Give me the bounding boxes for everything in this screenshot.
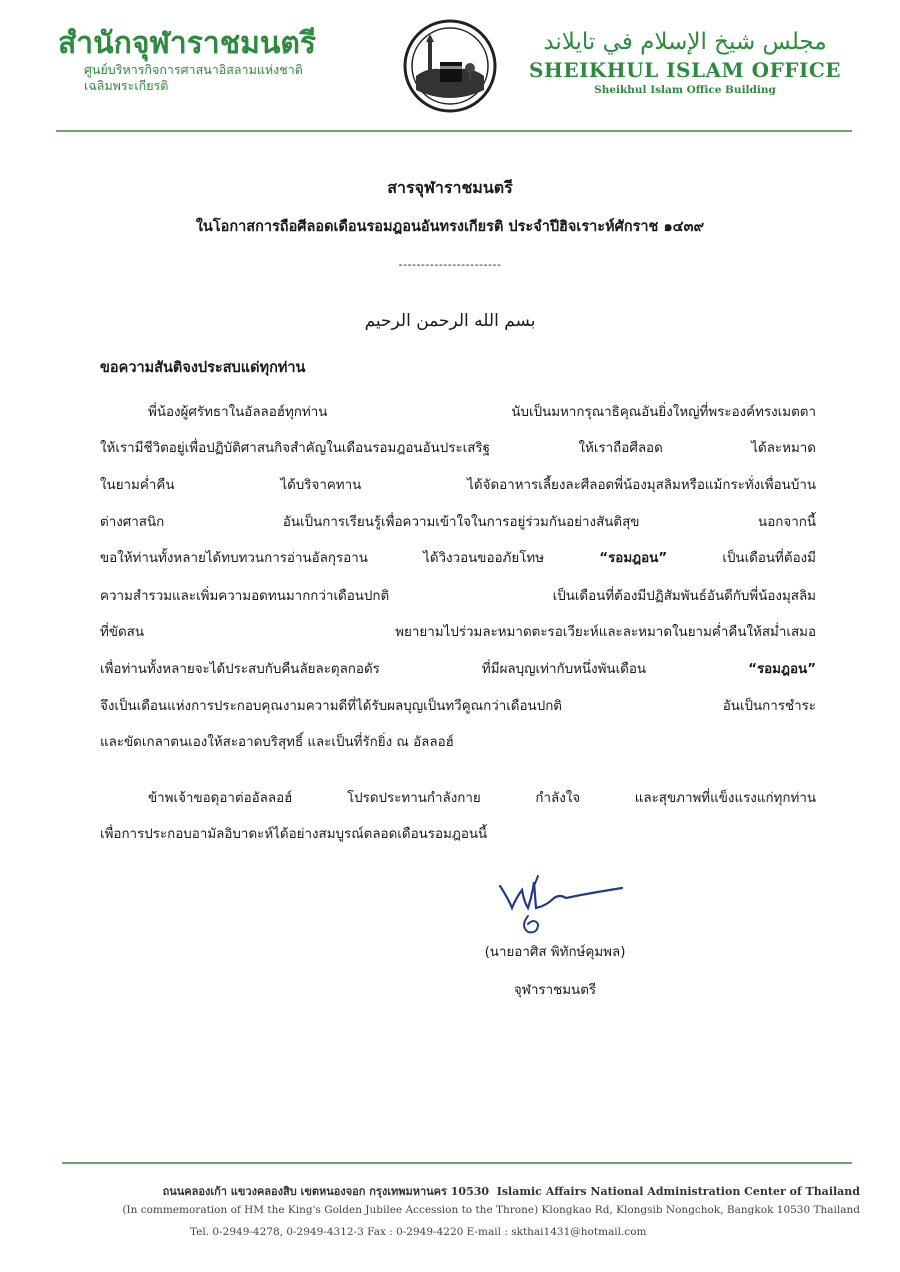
header-right	[520, 26, 850, 98]
footer-center-name: Islamic Affairs National Administration Center of Thailand	[496, 1185, 860, 1198]
basmala: بسم الله الرحمن الرحيم	[364, 311, 536, 331]
body-line	[100, 661, 816, 679]
text-run: ขอให้ท่านทั้งหลายได้ทบทวนการอ่านอัลกุรอาน ได้วิงวอนขออภัยโทษ	[100, 551, 600, 566]
header-divider	[56, 130, 852, 132]
org-name-english: SHEIKHUL ISLAM OFFICE	[528, 58, 841, 82]
greeting: ขอความสันติจงประสบแด่ทุกท่าน	[100, 360, 306, 376]
org-subtitle-thai-1: ศูนย์บริหารกิจการศาสนาอิสลามแห่งชาติ	[84, 62, 303, 77]
text-run: เป็นเดือนที่ต้องมี	[667, 551, 816, 566]
body-line: ความสำรวมและเพิ่มความอดทนมากกว่าเดือนปกติ เป็นเดือนที่ต้องมีปฏิสัมพันธ์อันดีกับพี่น้องมุสลิม	[100, 589, 816, 604]
letter-title: สารจุฬาราชมนตรี	[387, 178, 513, 197]
signer-title: จุฬาราชมนตรี	[513, 983, 597, 998]
handwritten-signature	[494, 868, 644, 940]
ramadan-emphasis: “รอมฎอน”	[599, 551, 668, 566]
body-line: เพื่อการประกอบอามัลอิบาดะห์ได้อย่างสมบูรณ์ตลอดเดือนรอมฎอนนี้	[100, 827, 488, 842]
body-line: ข้าพเจ้าขอดุอาต่ออัลลอฮ์ โปรดประทานกำลังกาย กำลังใจ และสุขภาพที่แข็งแรงแก่ทุกท่าน	[148, 791, 816, 806]
footer-commemoration-line: (In commemoration of HM the King's Golden Jubilee Accession to the Throne) Klongkao Rd, Klongsib Nongchok, Bangkok 10530 Thailand	[122, 1204, 860, 1216]
header-left	[58, 26, 398, 94]
body-line: ในยามค่ำคืน ได้บริจาคทาน ได้จัดอาหารเลี้ยงละศีลอดพี่น้องมุสลิมหรือแม้กระทั่งเพื่อนบ้าน	[100, 478, 816, 493]
title-divider: -----------------------	[398, 258, 502, 271]
body-line: พี่น้องผู้ศรัทธาในอัลลอฮ์ทุกท่าน นับเป็นมหากรุณาธิคุณอันยิ่งใหญ่ที่พระองค์ทรงเมตตา	[148, 405, 816, 420]
footer-divider	[62, 1162, 852, 1164]
footer-contact-line: Tel. 0-2949-4278, 0-2949-4312-3 Fax : 0-2949-4220 E-mail : skthai1431@hotmail.com	[190, 1226, 647, 1238]
signer-name: (นายอาศิส พิทักษ์คุมพล)	[484, 945, 626, 960]
body-line: และขัดเกลาตนเองให้สะอาดบริสุทธิ์ และเป็นที่รักยิ่ง ณ อัลลอฮ์	[100, 735, 454, 750]
sheikhul-islam-emblem	[402, 18, 498, 114]
org-subtitle-thai-2: เฉลิมพระเกียรติ	[84, 78, 169, 93]
body-line: ต่างศาสนิก อันเป็นการเรียนรู้เพื่อความเข้าใจในการอยู่ร่วมกันอย่างสันติสุข นอกจากนี้	[100, 515, 816, 530]
body-line	[100, 550, 816, 568]
footer-address-line	[62, 1182, 860, 1200]
arabic-calligraphy: مجلس شيخ الإسلام في تايلاند	[543, 29, 827, 55]
org-name-thai: สำนักจุฬาราชมนตรี	[58, 26, 316, 61]
body-line: จึงเป็นเดือนแห่งการประกอบคุณงามความดีที่ได้รับผลบุญเป็นทวีคูณกว่าเดือนปกติ อันเป็นการชำระ	[100, 699, 816, 714]
ramadan-emphasis: “รอมฎอน”	[748, 662, 816, 677]
body-line: ที่ขัดสน พยายามไปร่วมละหมาดตะรอเวียะห์และละหมาดในยามค่ำคืนให้สม่ำเสมอ	[100, 625, 816, 640]
body-line: ให้เรามีชีวิตอยู่เพื่อปฏิบัติศาสนกิจสำคัญในเดือนรอมฎอนอันประเสริฐ ให้เราถือศีลอด ได้ละหมาด	[100, 441, 816, 456]
text-run: เพื่อท่านทั้งหลายจะได้ประสบกับคืนลัยละตุลกอดัร ที่มีผลบุญเท่ากับหนึ่งพันเดือน	[100, 662, 749, 677]
footer-address-thai: ถนนคลองเก้า แขวงคลองสิบ เขตหนองจอก กรุงเทพมหานคร 10530	[162, 1185, 490, 1198]
building-name-english: Sheikhul Islam Office Building	[594, 84, 776, 96]
letter-subtitle: ในโอกาสการถือศีลอดเดือนรอมฎอนอันทรงเกียรติ ประจำปีฮิจเราะห์ศักราช ๑๔๓๙	[195, 219, 705, 235]
